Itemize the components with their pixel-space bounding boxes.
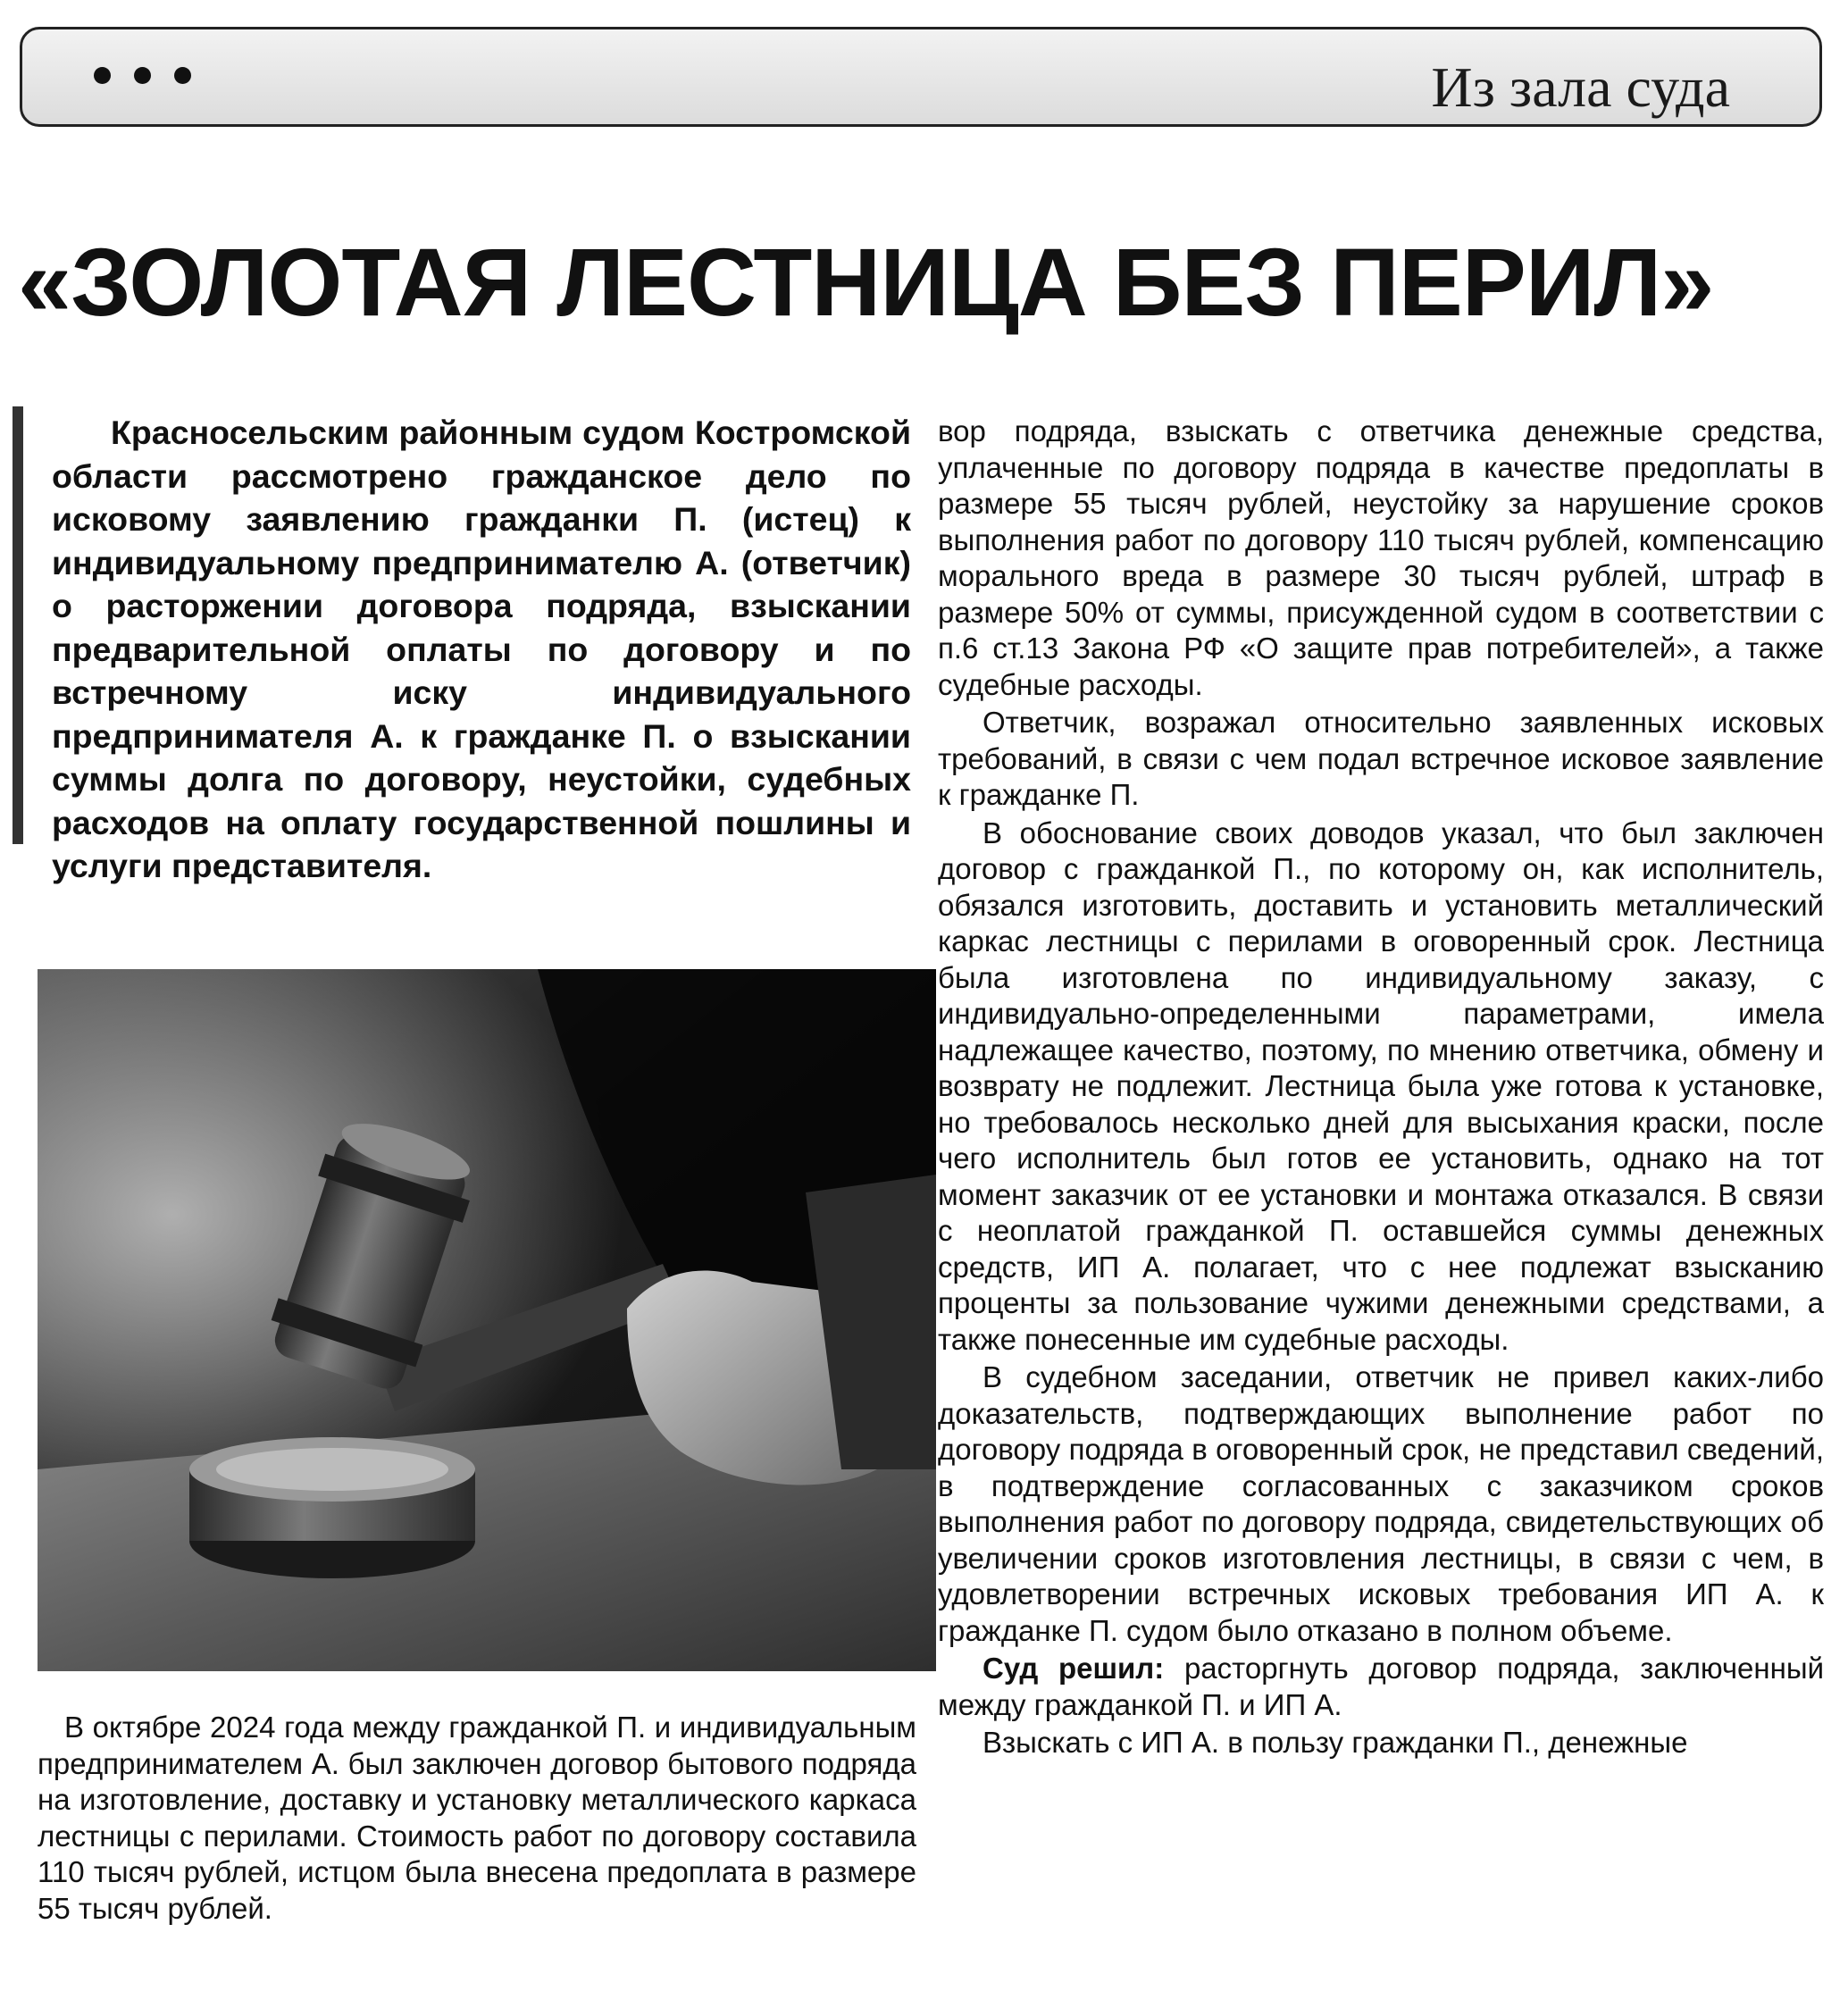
paragraph: В октябре 2024 года между гражданкой П. и индивидуальным предпринимателем А. был заключен договор бытового подряда на изготовление, доставку и установку металлического каркаса лестницы с перилами. Стоимость работ по договору составила 110 тысяч рублей, истцом была внесена предоплата в размере 55 тысяч рублей. (38, 1711, 916, 1925)
gavel-photo (38, 969, 936, 1671)
lead-vertical-rule (13, 406, 23, 844)
paragraph: вор подряда, взыскать с ответчика денежные средства, уплаченные по договору подряда в качестве предоплаты в размере 55 тысяч рублей, неустойку за нарушение сроков выполнения работ по договору 110 тысяч рублей, компенсацию морального вреда в размере 30 тысяч рублей, штраф в размере 50% от суммы, присужденной судом в соответствии с п.6 ст.13 Закона РФ «О защите прав потребителей», а также судебные расходы. (938, 414, 1824, 701)
article-lead: Красносельским районным судом Костромской области рассмотрено гражданское дело по исковому заявлению гражданки П. (истец) к индивидуальному предпринимателю А. (ответчик) о расторжении договора подряда, взыскании предварительной оплаты по договору и по встречному иску индивидуального предпринимателя А. к гражданке П. о взыскании суммы долга по договору, неустойки, судебных расходов на оплату государственной пошлины и услуги представителя. (52, 414, 911, 884)
verdict-text: расторгнуть договор подряда, заключенный между гражданкой П. и ИП А. (938, 1652, 1824, 1721)
paragraph (938, 1651, 1824, 1723)
left-column (38, 1710, 916, 1969)
dot-icon (94, 67, 111, 84)
dot-icon (134, 67, 151, 84)
article-headline: «ЗОЛОТАЯ ЛЕСТНИЦА БЕЗ ПЕРИЛ» (18, 228, 1714, 336)
section-title: Из зала суда (1431, 55, 1730, 119)
paragraph: В обоснование своих доводов указал, что был заключен договор с гражданкой П., по которому он, как исполнитель, обязался изготовить, доставить и установить металлический каркас лестницы с перилами в оговоренный срок. Лестница была изготовлена по индивидуальному заказу, с индивидуально-определенными параметрами, имела надлежащее качество, поэтому, по мнению ответчика, обмену и возврату не подлежит. Лестница была уже готова к установке, но требовалось несколько дней для высыхания краски, после чего исполнитель был готов ее установить, однако на тот момент заказчик от ее установки и монтажа отказался. В связи с неоплатой гражданкой П. оставшейся суммы денежных средств, ИП А. полагает, что с нее подлежат взысканию проценты за пользование чужими денежными средствами, а также понесенные им судебные расходы. (938, 816, 1824, 1356)
paragraph: В судебном заседании, ответчик не привел каких-либо доказательств, подтверждающих выполнение работ по договору подряда в оговоренный срок, не представил сведений, в подтверждение согласованных с заказчиком сроков выполнения работ по договору подряда, свидетельствующих об увеличении сроков изготовления лестницы, в связи с чем, в удовлетворении встречных исковых требования ИП А. к гражданке П. судом было отказано в полном объеме. (938, 1360, 1824, 1647)
paragraph: Взыскать с ИП А. в пользу гражданки П., денежные (983, 1726, 1688, 1759)
header-dots (94, 67, 191, 84)
dot-icon (174, 67, 191, 84)
right-column (938, 414, 1824, 1986)
section-header-bar (20, 27, 1822, 127)
verdict-label: Суд решил: (983, 1652, 1165, 1685)
paragraph: Ответчик, возражал относительно заявленных исковых требований, в связи с чем подал встречное исковое заявление к гражданке П. (938, 706, 1824, 811)
